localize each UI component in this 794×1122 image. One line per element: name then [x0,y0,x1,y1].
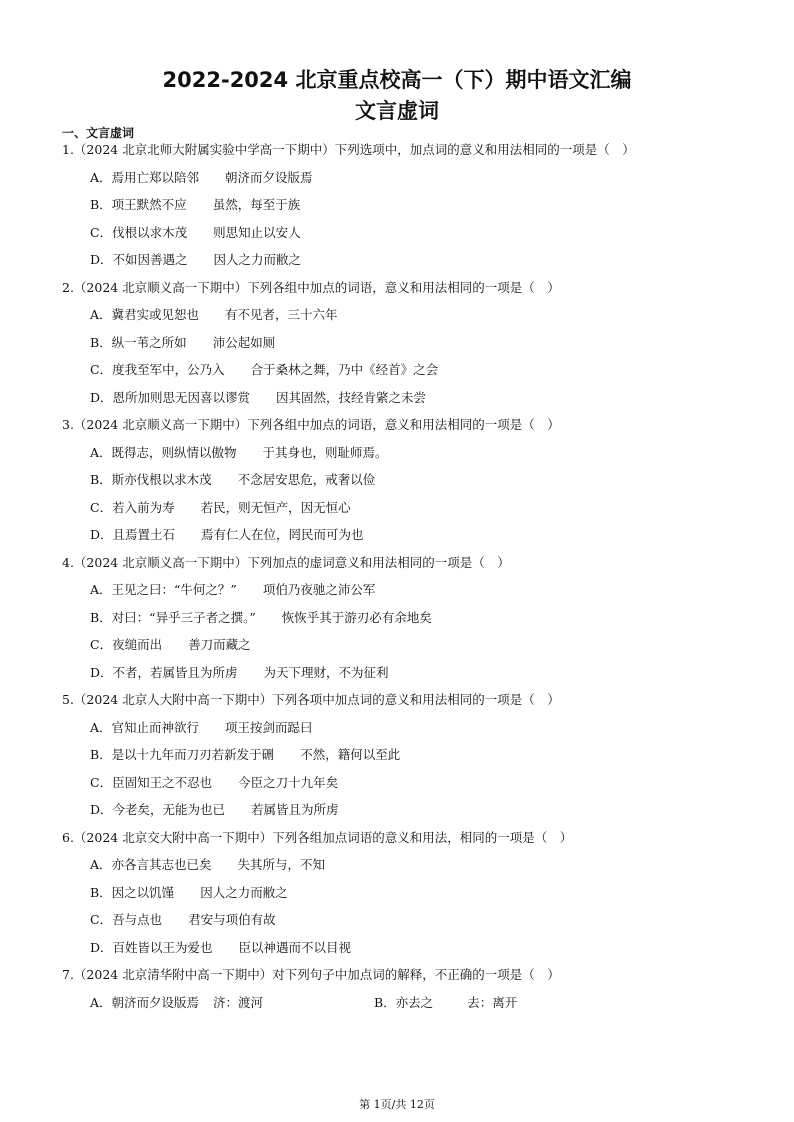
option-text: B．纵一苇之所如 [90,334,187,350]
option-text-compare: 恢恢乎其于游刃必有余地矣 [281,609,432,625]
option-a [62,168,752,196]
option-a [62,443,752,471]
question-4 [62,553,752,691]
question-stem: 7.（2024 北京清华附中高一下期中）对下列句子中加点词的解释，不正确的一项是（ ） [62,967,560,982]
option-a [62,993,350,1021]
option-c [62,498,752,526]
option-text: D．且焉置土石 [90,527,176,542]
option-a [62,305,752,333]
option-d [62,938,752,966]
option-text: A．冀君实或见恕也 [90,307,200,322]
option-d [62,250,752,278]
section-heading: 一、文言虚词 [62,126,135,140]
option-a [62,580,752,608]
option-text: B．对曰：“异乎三子者之撰。” [90,609,256,625]
option-c [62,360,752,388]
option-text: A．朝济而夕设版焉 [90,994,200,1010]
option-b [350,993,634,1021]
question-list [62,140,752,1020]
option-text: B．亦去之 [374,994,434,1010]
option-c [62,223,752,251]
option-text: B．项王默然不应 [90,197,187,212]
option-text: D．恩所加则思无因喜以谬赏 [90,389,251,405]
option-text: B．斯亦伐根以求木茂 [90,472,212,487]
option-b [62,470,752,498]
option-text: C．度我至军中，公乃入 [90,362,225,377]
option-text: A．既得志，则纵情以傲物 [90,444,237,460]
document-title: 2022-2024 北京重点校高一（下）期中语文汇编 [162,68,632,92]
option-text-compare: 合于桑林之舞，乃中《经首》之会 [250,362,439,377]
option-text: A．官知止而神欲行 [90,719,200,735]
option-text: C．夜缒而出 [90,637,163,652]
option-text-compare: 项王按剑而跽曰 [225,719,313,735]
option-text-compare: 若属皆且为所虏 [251,802,339,817]
option-c [62,773,752,801]
option-text: B．因之以饥馑 [90,884,175,900]
option-text-compare: 朝济而夕设版焉 [225,169,313,185]
option-b [62,745,752,773]
document-subtitle: 文言虚词 [355,99,439,123]
option-text: A．王见之曰：“牛何之？” [90,582,237,597]
option-text-compare: 臣以神遇而不以目视 [238,939,352,955]
option-text-compare: 失其所与，不知 [237,857,326,872]
option-b [62,333,752,361]
question-1 [62,140,752,278]
option-d [62,663,752,691]
option-gloss: 去：离开 [467,994,518,1010]
option-text: D．百姓皆以王为爱也 [90,939,213,955]
option-text-compare: 不念居安思危，戒奢以俭 [237,472,376,487]
option-gloss: 济：渡河 [213,994,264,1010]
option-b [62,883,752,911]
question-stem: 3.（2024 北京顺义高一下期中）下列各组中加点的词语，意义和用法相同的一项是（ ） [62,417,560,432]
option-text-compare: 为天下理财，不为征利 [263,664,389,680]
option-a [62,855,752,883]
page-footer: 第 1页/共 12页 [359,1098,435,1111]
option-text-compare: 焉有仁人在位，罔民而可为也 [201,527,364,542]
option-a [62,718,752,746]
question-2 [62,278,752,416]
option-text-compare: 因人之力而敝之 [213,252,302,267]
question-6 [62,828,752,966]
option-text: C．若入前为寿 [90,499,175,515]
option-c [62,635,752,663]
option-text: D．不如因善遇之 [90,252,188,267]
option-text-compare: 君安与项伯有故 [188,912,276,927]
option-text-compare: 今臣之刀十九年矣 [238,774,339,790]
option-text-compare: 有不见者，三十六年 [225,307,338,322]
option-text: A．焉用亡郑以陪邻 [90,169,200,185]
option-row [62,993,752,1021]
option-text-compare: 则思知止以安人 [213,224,301,240]
option-text: A．亦各言其志也已矣 [90,857,212,872]
option-text-compare: 因人之力而敝之 [200,884,288,900]
option-text: D．不者，若属皆且为所虏 [90,664,238,680]
option-text-compare: 虽然，每至于族 [212,197,301,212]
option-text-compare: 沛公起如厕 [212,334,276,350]
option-text-compare: 善刀而藏之 [188,637,251,652]
question-stem: 5.（2024 北京人大附中高一下期中）下列各项中加点词的意义和用法相同的一项是（ ） [62,692,560,707]
question-3 [62,415,752,553]
option-text: C．吾与点也 [90,912,163,927]
question-stem: 4.（2024 北京顺义高一下期中）下列加点的虚词意义和用法相同的一项是（ ） [62,554,510,570]
option-text-compare: 于其身也，则耻师焉。 [262,444,388,460]
option-text: C．伐根以求木茂 [90,224,188,240]
option-text-compare: 因其固然，技经肯綮之未尝 [276,389,427,405]
option-c [62,910,752,938]
option-d [62,388,752,416]
option-text: B．是以十九年而刀刃若新发于硎 [90,747,275,762]
question-stem: 6.（2024 北京交大附中高一下期中）下列各组加点词语的意义和用法，相同的一项是（ ） [62,829,573,845]
option-b [62,608,752,636]
question-stem: 2.（2024 北京顺义高一下期中）下列各组中加点的词语，意义和用法相同的一项是（ ） [62,279,560,295]
option-d [62,800,752,828]
option-text-compare: 若民，则无恒产，因无恒心 [200,499,351,515]
option-b [62,195,752,223]
question-7 [62,965,752,1020]
option-text-compare: 不然，籍何以至此 [300,747,401,762]
option-text: D．今老矣，无能为也已 [90,802,226,817]
option-text-compare: 项伯乃夜驰之沛公军 [262,582,376,597]
option-d [62,525,752,553]
question-stem: 1.（2024 北京北师大附属实验中学高一下期中）下列选项中，加点词的意义和用法相同的一项是（ ） [62,142,635,157]
option-text: C．臣固知王之不忍也 [90,774,213,790]
question-5 [62,690,752,828]
